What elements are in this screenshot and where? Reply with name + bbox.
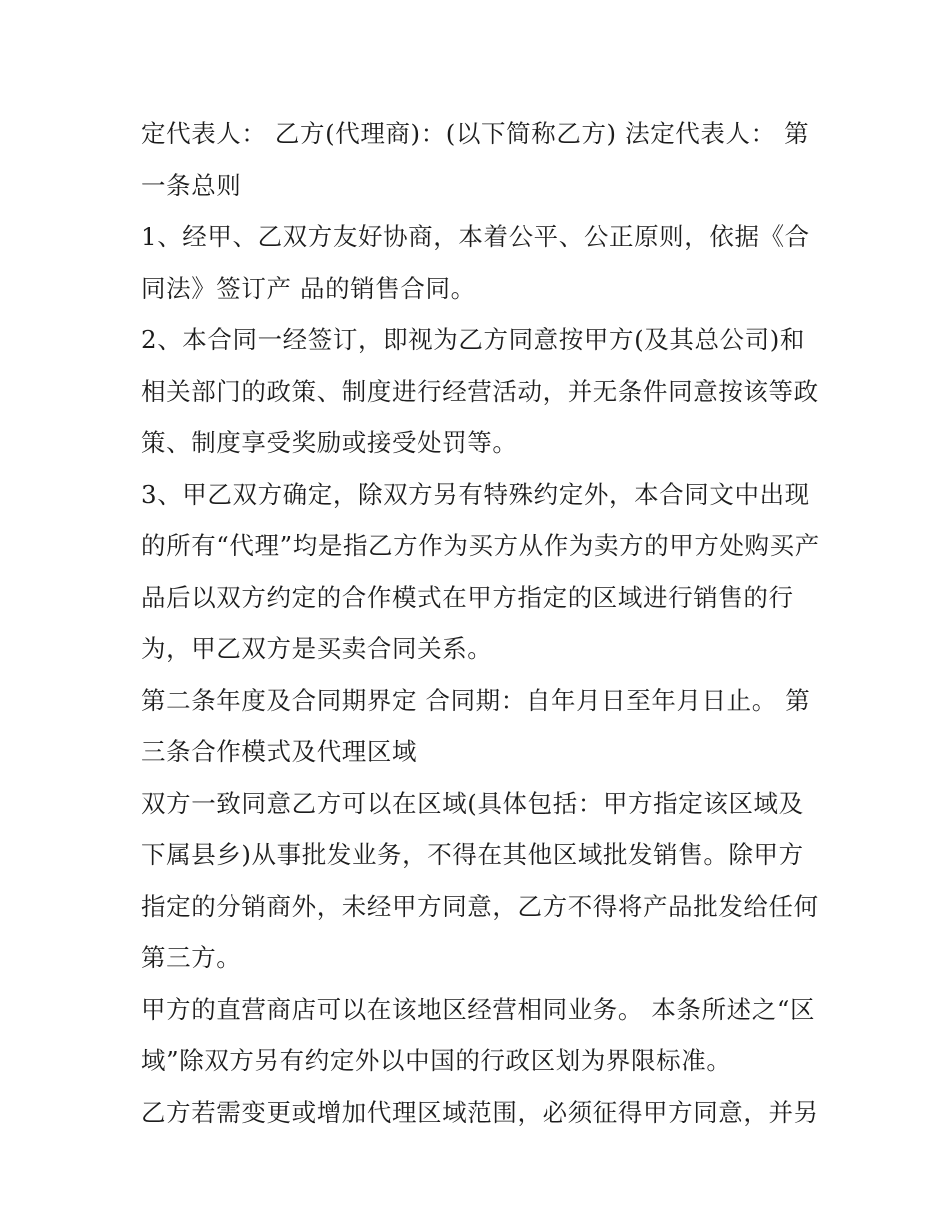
text-line: 一条总则 (141, 170, 242, 200)
contract-body-text (141, 108, 831, 1138)
text-line: 域”除双方另有约定外以中国的行政区划为界限标准。 (141, 1046, 732, 1075)
text-line: 策、制度享受奖励或接受处罚等。 (141, 428, 518, 457)
text-line: 3、甲乙双方确定，除双方另有特殊约定外，本合同文中出现 (141, 479, 810, 509)
text-line: 指定的分销商外，未经甲方同意，乙方不得将产品批发给任何 (141, 891, 819, 921)
text-line: 乙方若需变更或增加代理区域范围，必须征得甲方同意，并另 (141, 1097, 819, 1127)
text-line: 双方一致同意乙方可以在区域(具体包括：甲方指定该区域及 (141, 788, 804, 818)
text-line: 品后以双方约定的合作模式在甲方指定的区域进行销售的行 (141, 582, 794, 612)
text-line: 2、本合同一经签订，即视为乙方同意按甲方(及其总公司)和 (141, 325, 806, 354)
text-line: 第二条年度及合同期界定 合同期：自年月日至年月日止。 第 (141, 685, 811, 715)
text-line: 的所有“代理”均是指乙方作为买方从作为卖方的甲方处购买产 (141, 531, 820, 560)
text-line: 三条合作模式及代理区域 (141, 737, 418, 766)
text-line: 甲方的直营商店可以在该地区经营相同业务。 本条所述之“区 (141, 994, 816, 1024)
text-line: 同法》签订产 品的销售合同。 (141, 273, 476, 303)
text-line: 1、经甲、乙双方友好协商，本着公平、公正原则，依据《合 (141, 222, 810, 251)
text-line: 下属县乡)从事批发业务，不得在其他区域批发销售。除甲方 (141, 840, 804, 869)
text-line: 第三方。 (141, 943, 242, 972)
text-line: 为，甲乙双方是买卖合同关系。 (141, 634, 493, 663)
text-line: 相关部门的政策、制度进行经营活动，并无条件同意按该等政 (141, 376, 819, 406)
text-line: 定代表人： 乙方(代理商)：(以下简称乙方) 法定代表人： 第 (141, 119, 810, 148)
